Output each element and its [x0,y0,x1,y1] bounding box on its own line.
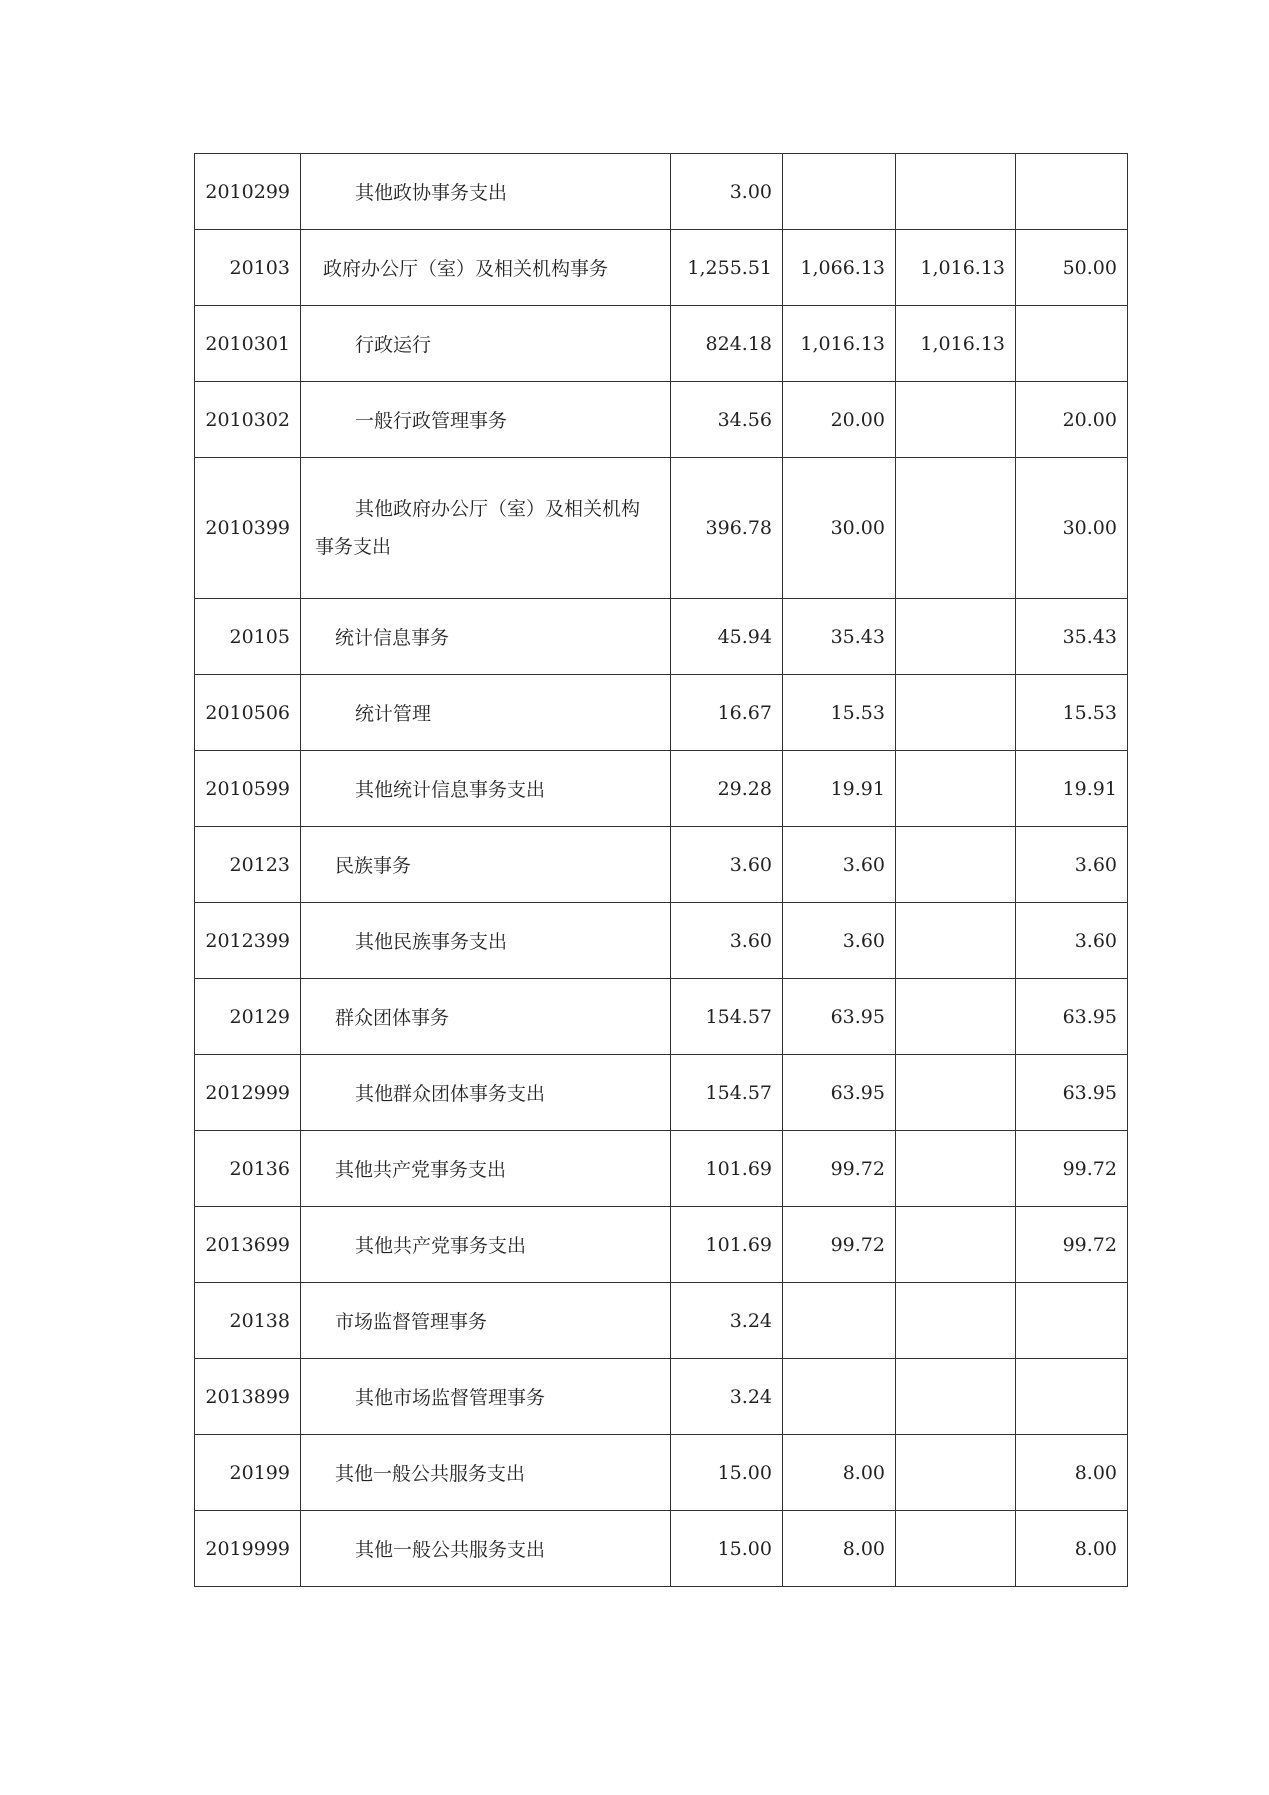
amount-col-2: 35.43 [783,599,896,675]
subject-name: 其他共产党事务支出 [301,1131,671,1207]
amount-col-3: 1,016.13 [896,230,1016,306]
table-row [195,1055,1128,1131]
amount-col-2: 8.00 [783,1511,896,1587]
subject-code: 20136 [195,1131,301,1207]
table-row [195,382,1128,458]
subject-name: 其他一般公共服务支出 [301,1435,671,1511]
subject-code: 2013899 [195,1359,301,1435]
subject-code: 20199 [195,1435,301,1511]
subject-name: 其他一般公共服务支出 [301,1511,671,1587]
amount-col-2 [783,154,896,230]
amount-col-1: 3.60 [671,827,783,903]
amount-col-2: 63.95 [783,1055,896,1131]
amount-col-1: 1,255.51 [671,230,783,306]
table-row [195,979,1128,1055]
amount-col-1: 3.24 [671,1283,783,1359]
amount-col-4: 8.00 [1016,1435,1128,1511]
amount-col-3 [896,1055,1016,1131]
subject-name: 其他共产党事务支出 [301,1207,671,1283]
subject-code: 2010506 [195,675,301,751]
amount-col-1: 29.28 [671,751,783,827]
amount-col-3: 1,016.13 [896,306,1016,382]
subject-name-line-2: 构事务支出 [315,498,641,558]
amount-col-4: 8.00 [1016,1511,1128,1587]
amount-col-2: 99.72 [783,1131,896,1207]
amount-col-2: 1,066.13 [783,230,896,306]
amount-col-3 [896,1435,1016,1511]
amount-col-1: 3.00 [671,154,783,230]
table-row [195,230,1128,306]
subject-code: 20105 [195,599,301,675]
subject-name: 政府办公厅（室）及相关机构事务 [301,230,671,306]
table-row [195,751,1128,827]
amount-col-4 [1016,306,1128,382]
subject-name: 群众团体事务 [301,979,671,1055]
amount-col-4: 3.60 [1016,827,1128,903]
amount-col-1: 154.57 [671,1055,783,1131]
amount-col-4 [1016,1359,1128,1435]
amount-col-2: 3.60 [783,827,896,903]
amount-col-2: 99.72 [783,1207,896,1283]
amount-col-3 [896,1207,1016,1283]
amount-col-2: 1,016.13 [783,306,896,382]
amount-col-3 [896,1359,1016,1435]
table-row [195,1359,1128,1435]
amount-col-2: 19.91 [783,751,896,827]
table-row [195,154,1128,230]
amount-col-1: 101.69 [671,1131,783,1207]
subject-code: 2010302 [195,382,301,458]
subject-code: 2010399 [195,458,301,599]
amount-col-2 [783,1359,896,1435]
amount-col-3 [896,751,1016,827]
amount-col-3 [896,154,1016,230]
amount-col-3 [896,675,1016,751]
subject-code: 2013699 [195,1207,301,1283]
subject-name: 统计管理 [301,675,671,751]
subject-code: 20129 [195,979,301,1055]
amount-col-2: 3.60 [783,903,896,979]
subject-name-line-1: 其他政府办公厅（室）及相关机 [355,498,622,520]
amount-col-4 [1016,1283,1128,1359]
amount-col-1: 15.00 [671,1435,783,1511]
subject-code: 20103 [195,230,301,306]
amount-col-4: 50.00 [1016,230,1128,306]
amount-col-1: 3.24 [671,1359,783,1435]
table-row [195,1207,1128,1283]
amount-col-3 [896,1131,1016,1207]
table-row [195,675,1128,751]
amount-col-2 [783,1283,896,1359]
subject-name: 其他市场监督管理事务 [301,1359,671,1435]
subject-code: 2010599 [195,751,301,827]
amount-col-1: 396.78 [671,458,783,599]
amount-col-1: 15.00 [671,1511,783,1587]
amount-col-1: 154.57 [671,979,783,1055]
subject-name: 民族事务 [301,827,671,903]
amount-col-1: 3.60 [671,903,783,979]
amount-col-2: 63.95 [783,979,896,1055]
table-row [195,1131,1128,1207]
budget-table [194,153,1128,1587]
amount-col-4: 19.91 [1016,751,1128,827]
amount-col-2: 8.00 [783,1435,896,1511]
subject-name [301,458,671,599]
subject-name: 其他群众团体事务支出 [301,1055,671,1131]
subject-code: 2010301 [195,306,301,382]
table-row [195,1511,1128,1587]
amount-col-3 [896,382,1016,458]
amount-col-3 [896,599,1016,675]
subject-name: 市场监督管理事务 [301,1283,671,1359]
subject-name: 一般行政管理事务 [301,382,671,458]
amount-col-1: 45.94 [671,599,783,675]
table-row [195,306,1128,382]
amount-col-3 [896,827,1016,903]
amount-col-4: 63.95 [1016,1055,1128,1131]
table-row [195,458,1128,599]
subject-code: 2012999 [195,1055,301,1131]
amount-col-1: 101.69 [671,1207,783,1283]
amount-col-3 [896,979,1016,1055]
amount-col-3 [896,1511,1016,1587]
amount-col-1: 824.18 [671,306,783,382]
amount-col-2: 15.53 [783,675,896,751]
subject-code: 2019999 [195,1511,301,1587]
amount-col-1: 34.56 [671,382,783,458]
subject-name: 其他民族事务支出 [301,903,671,979]
amount-col-2: 30.00 [783,458,896,599]
amount-col-4: 99.72 [1016,1207,1128,1283]
subject-code: 20123 [195,827,301,903]
amount-col-4: 35.43 [1016,599,1128,675]
table-row [195,599,1128,675]
subject-name: 行政运行 [301,306,671,382]
subject-code: 20138 [195,1283,301,1359]
amount-col-2: 20.00 [783,382,896,458]
amount-col-4: 99.72 [1016,1131,1128,1207]
amount-col-4: 63.95 [1016,979,1128,1055]
amount-col-4: 20.00 [1016,382,1128,458]
amount-col-3 [896,1283,1016,1359]
amount-col-4: 3.60 [1016,903,1128,979]
table-row [195,1283,1128,1359]
subject-name: 统计信息事务 [301,599,671,675]
amount-col-1: 16.67 [671,675,783,751]
subject-name: 其他政协事务支出 [301,154,671,230]
subject-code: 2012399 [195,903,301,979]
amount-col-4: 30.00 [1016,458,1128,599]
amount-col-3 [896,903,1016,979]
subject-name: 其他统计信息事务支出 [301,751,671,827]
table-row [195,1435,1128,1511]
table-row [195,827,1128,903]
table-row [195,903,1128,979]
amount-col-4: 15.53 [1016,675,1128,751]
amount-col-4 [1016,154,1128,230]
subject-code: 2010299 [195,154,301,230]
amount-col-3 [896,458,1016,599]
